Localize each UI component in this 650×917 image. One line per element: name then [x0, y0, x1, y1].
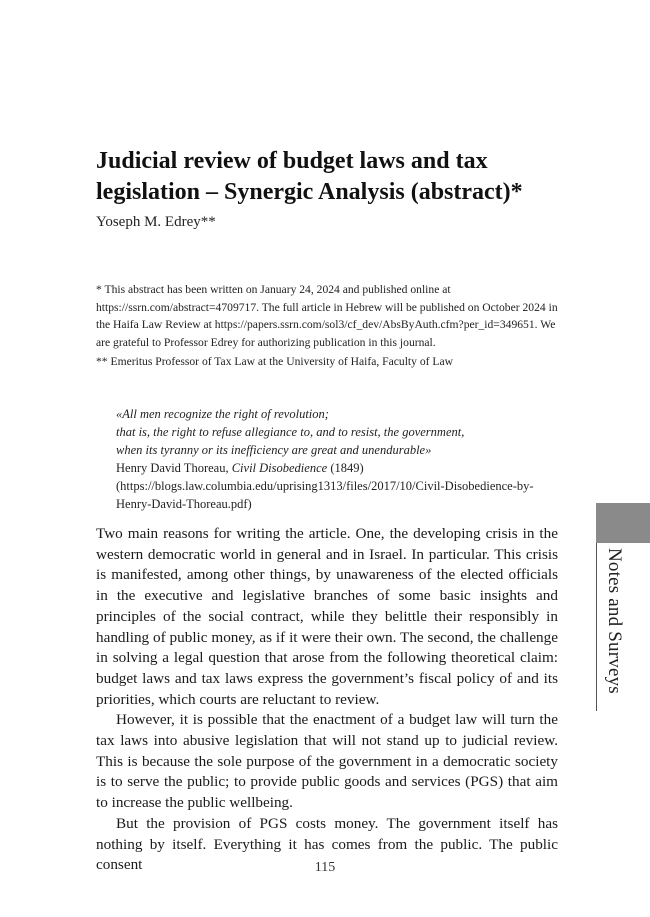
epigraph — [116, 405, 566, 513]
section-divider — [596, 543, 597, 711]
footnotes — [96, 281, 558, 371]
title-line: legislation – Synergic Analysis (abstract)* — [96, 179, 523, 205]
footnote-abstract-info: * This abstract has been written on January 24, 2024 and published online at https://ssrn.com/abstract=4709717. The full article in Hebrew will be published on October 2024 in the Haifa Law Review at https://papers.ssrn.com/sol3/cf_dev/AbsByAuth.cfm?per_id=349651. We are grateful to Professor Edrey for authorizing publication in this journal. — [96, 283, 558, 349]
epigraph-quote-line: «All men recognize the right of revolution; — [116, 407, 329, 421]
body-paragraph: Two main reasons for writing the article. One, the developing crisis in the western democratic world in general and in Israel. In particular. This crisis is manifested, among other things, by unawareness of the elected officials in the executive and legislative branches of some basic insights and principles of the social contract, while they belittle their responsibly in handling of public money, as if it were their own. The second, the challenge in solving a legal question that arose from the following theoretical claim: budget laws and tax laws express the government’s fiscal policy of and its priorities, which courts are reluctant to review. — [96, 525, 558, 708]
article-title — [96, 146, 566, 208]
body-paragraph: But the provision of PGS costs money. The government itself has nothing by itself. Everything it has comes from the public. The public consent — [96, 814, 558, 874]
epigraph-source-url: (https://blogs.law.columbia.edu/uprising1313/files/2017/10/Civil-Disobedience-by- — [116, 479, 534, 493]
article-body — [96, 524, 558, 876]
section-tab — [596, 503, 650, 543]
epigraph-source-url: Henry-David-Thoreau.pdf) — [116, 497, 252, 511]
body-paragraph: However, it is possible that the enactment of a budget law will turn the tax laws into abusive legislation that will not stand up to judicial review. This is because the sole purpose of the government in a democratic society is to serve the public; to provide public goods and services (PGS) that aim to increase the public wellbeing. — [96, 711, 558, 812]
attribution-author: Henry David Thoreau, — [116, 461, 232, 475]
section-label: Notes and Surveys — [604, 548, 625, 694]
footnote-author-affiliation: ** Emeritus Professor of Tax Law at the University of Haifa, Faculty of Law — [96, 355, 453, 368]
epigraph-attribution — [116, 459, 566, 477]
epigraph-quote-line: when its tyranny or its inefficiency are great and unendurable» — [116, 443, 432, 457]
attribution-year: (1849) — [327, 461, 364, 475]
title-line: Judicial review of budget laws and tax — [96, 148, 488, 174]
author-name: Yoseph M. Edrey** — [96, 214, 216, 230]
attribution-work: Civil Disobedience — [231, 461, 328, 475]
page-number: 115 — [314, 860, 336, 875]
epigraph-quote-line: that is, the right to refuse allegiance to, and to resist, the government, — [116, 425, 465, 439]
